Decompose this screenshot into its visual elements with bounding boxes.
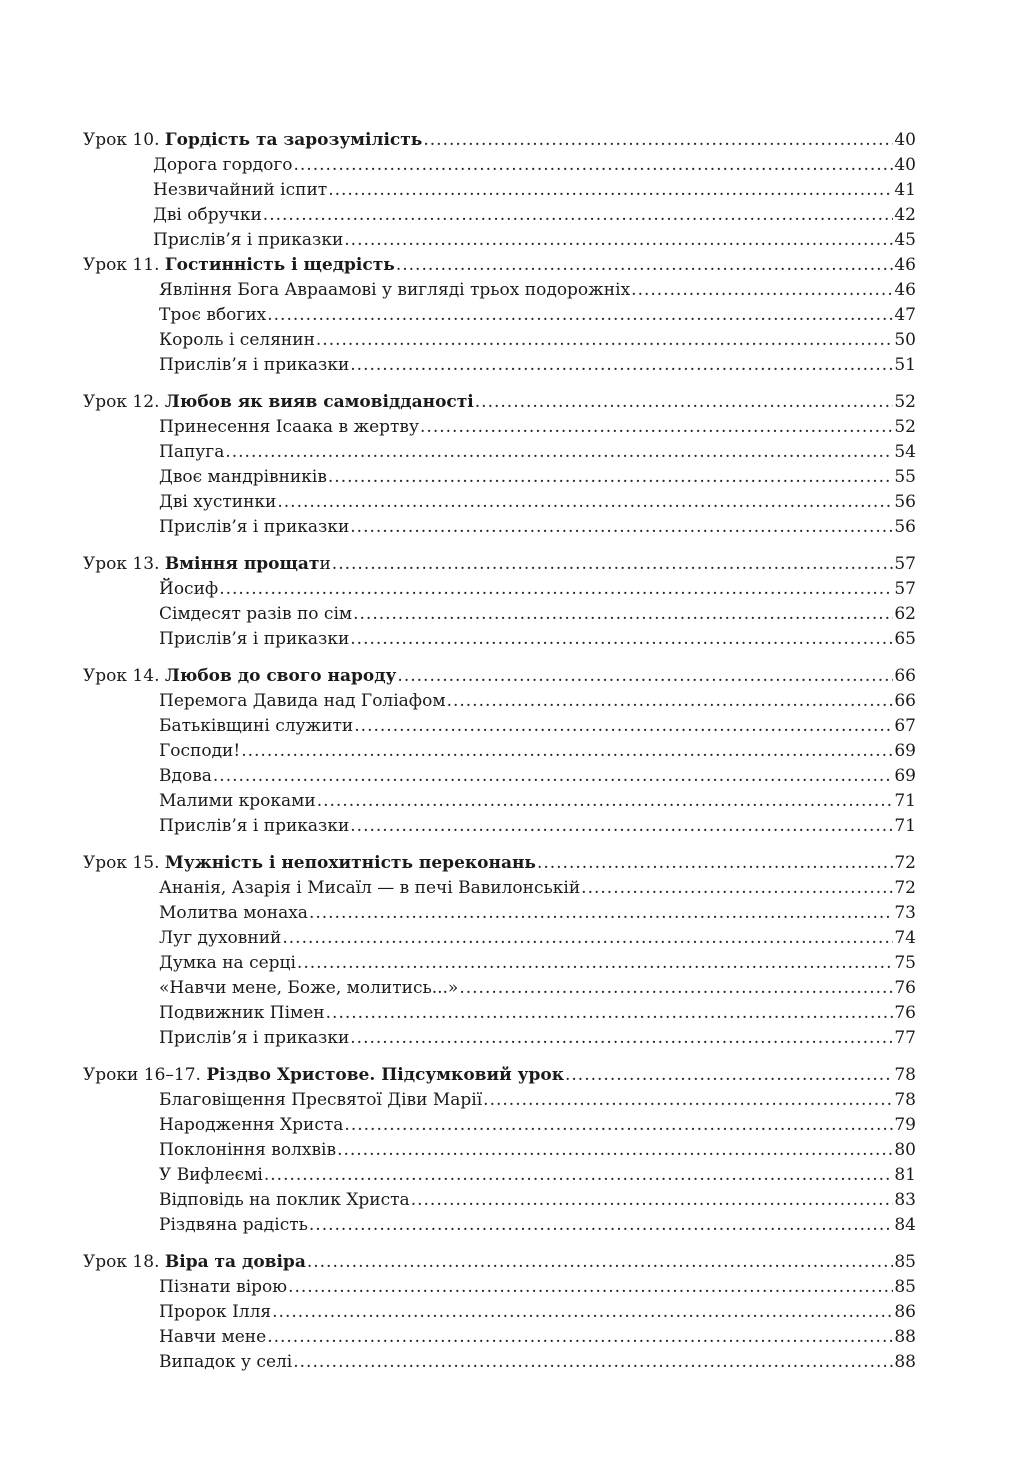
lesson-number: Урок 13.: [83, 554, 165, 574]
lesson-heading[interactable]: [83, 851, 916, 876]
page-number: 69: [894, 766, 916, 786]
entry-title: Навчи мене: [159, 1327, 267, 1347]
toc-entry[interactable]: [83, 278, 916, 303]
lesson-number: Урок 12.: [83, 392, 165, 412]
dot-leader: [307, 1250, 894, 1275]
page-number: 40: [894, 130, 916, 150]
toc-entry[interactable]: [83, 328, 916, 353]
toc-entry[interactable]: [83, 627, 916, 652]
toc-entry[interactable]: [83, 1113, 916, 1138]
dot-leader: [350, 627, 893, 652]
toc-entry[interactable]: [83, 1163, 916, 1188]
entry-title: Випадок у селі: [159, 1352, 293, 1372]
toc-entry[interactable]: [83, 814, 916, 839]
entry-title: Луг духовний: [159, 928, 282, 948]
page-number: 46: [894, 255, 916, 275]
dot-leader: [272, 1300, 893, 1325]
dot-leader: [264, 1163, 894, 1188]
dot-leader: [631, 278, 893, 303]
lesson-heading[interactable]: [83, 253, 916, 278]
entry-title: Прислів’я і приказки: [153, 230, 344, 250]
entry-title: Двоє мандрівників: [159, 467, 327, 487]
dot-leader: [344, 228, 893, 253]
lesson-topic: Гордість та зарозумілість: [164, 130, 423, 150]
entry-title: Перемога Давида над Голіафом: [159, 691, 446, 711]
page-number: 79: [894, 1115, 916, 1135]
toc-entry[interactable]: [83, 976, 916, 1001]
dot-leader: [309, 1213, 893, 1238]
entry-title: Принесення Ісаака в жертву: [159, 417, 420, 437]
table-of-contents: [83, 128, 916, 1375]
page-number: 62: [894, 604, 916, 624]
entry-title: Явління Бога Авраамові у вигляді трьох подорожніх: [159, 280, 631, 300]
dot-leader: [350, 515, 893, 540]
page-number: 54: [894, 442, 916, 462]
toc-entry[interactable]: [83, 577, 916, 602]
dot-leader: [353, 602, 893, 627]
dot-leader: [483, 1088, 893, 1113]
dot-leader: [350, 1026, 893, 1051]
toc-entry[interactable]: [83, 415, 916, 440]
dot-leader: [396, 253, 894, 278]
page-number: 66: [894, 666, 916, 686]
entry-title: Дорога гордого: [153, 155, 293, 175]
dot-leader: [219, 577, 893, 602]
page-number: 52: [894, 417, 916, 437]
page-number: 71: [894, 791, 916, 811]
page-number: 69: [894, 741, 916, 761]
page-number: 55: [894, 467, 916, 487]
page-number: 46: [894, 280, 916, 300]
dot-leader: [447, 689, 894, 714]
entry-title: Поклоніння волхвів: [159, 1140, 337, 1160]
entry-title: Вдова: [159, 766, 212, 786]
page-number: 40: [894, 155, 916, 175]
toc-entry[interactable]: [83, 714, 916, 739]
entry-title: Дві хустинки: [159, 492, 277, 512]
dot-leader: [309, 901, 893, 926]
page-number: 52: [894, 392, 916, 412]
toc-entry[interactable]: [83, 153, 916, 178]
page-number: 57: [894, 554, 916, 574]
entry-title: Подвижник Пімен: [159, 1003, 325, 1023]
page-number: 78: [894, 1065, 916, 1085]
toc-entry[interactable]: [83, 203, 916, 228]
lesson-heading[interactable]: [83, 664, 916, 689]
entry-title: «Навчи мене, Боже, молитись...»: [159, 978, 459, 998]
lesson-heading[interactable]: [83, 1250, 916, 1275]
page-number: 83: [894, 1190, 916, 1210]
toc-entry[interactable]: [83, 178, 916, 203]
entry-title: Прислів’я і приказки: [159, 629, 350, 649]
page-number: 65: [894, 629, 916, 649]
toc-entry[interactable]: [83, 689, 916, 714]
page-number: 66: [894, 691, 916, 711]
toc-entry[interactable]: [83, 440, 916, 465]
dot-leader: [581, 876, 893, 901]
dot-leader: [263, 203, 894, 228]
page-number: 67: [894, 716, 916, 736]
page-number: 56: [894, 492, 916, 512]
lesson-title: [83, 390, 474, 415]
page-number: 85: [894, 1252, 916, 1272]
toc-entry[interactable]: [83, 353, 916, 378]
dot-leader: [350, 353, 893, 378]
toc-entry[interactable]: [83, 602, 916, 627]
page-number: 88: [894, 1352, 916, 1372]
lesson-title: [83, 1063, 564, 1088]
lesson-number: Урок 15.: [83, 853, 165, 873]
toc-entry[interactable]: [83, 764, 916, 789]
dot-leader: [316, 328, 893, 353]
entry-title: Благовіщення Пресвятої Діви Марії: [159, 1090, 483, 1110]
entry-title: Незвичайний іспит: [153, 180, 328, 200]
page-number: 71: [894, 816, 916, 836]
dot-leader: [326, 1001, 894, 1026]
toc-entry[interactable]: [83, 1188, 916, 1213]
dot-leader: [423, 128, 893, 153]
page-number: 77: [894, 1028, 916, 1048]
toc-entry[interactable]: [83, 926, 916, 951]
entry-title: Король і селянин: [159, 330, 315, 350]
toc-entry[interactable]: [83, 901, 916, 926]
dot-leader: [475, 390, 894, 415]
entry-title: Малими кроками: [159, 791, 316, 811]
lesson-title: [83, 253, 395, 278]
entry-title: Дві обручки: [153, 205, 262, 225]
page-number: 47: [894, 305, 916, 325]
toc-entry[interactable]: [83, 1138, 916, 1163]
page-number: 76: [894, 978, 916, 998]
lesson-topic: Гостинність і щедрість: [164, 255, 395, 275]
entry-title: Батьківщині служити: [159, 716, 354, 736]
entry-title: Прислів’я і приказки: [159, 517, 350, 537]
lesson-topic: Любов до свого народу: [164, 666, 397, 686]
toc-entry[interactable]: [83, 1350, 916, 1375]
toc-entry[interactable]: [83, 490, 916, 515]
page-number: 50: [894, 330, 916, 350]
page-number: 78: [894, 1090, 916, 1110]
entry-title: Папуга: [159, 442, 225, 462]
lesson-topic: Любов як вияв самовідданості: [164, 392, 474, 412]
entry-title: Пророк Ілля: [159, 1302, 272, 1322]
entry-title: Відповідь на поклик Христа: [159, 1190, 410, 1210]
entry-title: Думка на серці: [159, 953, 296, 973]
lesson-title: [83, 552, 331, 577]
page-number: 80: [894, 1140, 916, 1160]
entry-title: Прислів’я і приказки: [159, 1028, 350, 1048]
dot-leader: [459, 976, 893, 1001]
lesson-topic: Різдво Христове. Підсумковий урок: [206, 1065, 564, 1085]
page-number: 85: [894, 1277, 916, 1297]
dot-leader: [344, 1113, 893, 1138]
lesson-title: [83, 128, 422, 153]
lesson-title: [83, 851, 536, 876]
entry-title: У Вифлеємі: [159, 1165, 263, 1185]
toc-entry[interactable]: [83, 789, 916, 814]
toc-entry[interactable]: [83, 465, 916, 490]
page-number: 74: [894, 928, 916, 948]
dot-leader: [294, 153, 894, 178]
dot-leader: [317, 789, 894, 814]
dot-leader: [277, 490, 893, 515]
dot-leader: [267, 303, 893, 328]
lesson-number: Урок 10.: [83, 130, 165, 150]
dot-leader: [328, 178, 893, 203]
lesson-heading[interactable]: [83, 552, 916, 577]
page-number: 84: [894, 1215, 916, 1235]
dot-leader: [297, 951, 893, 976]
page-number: 73: [894, 903, 916, 923]
entry-title: Молитва монаха: [159, 903, 308, 923]
entry-title: Прислів’я і приказки: [159, 355, 350, 375]
lesson-number: Урок 14.: [83, 666, 165, 686]
page-number: 75: [894, 953, 916, 973]
toc-entry[interactable]: [83, 1088, 916, 1113]
toc-entry[interactable]: [83, 303, 916, 328]
entry-title: Троє вбогих: [159, 305, 267, 325]
entry-title: Пізнати вірою: [159, 1277, 288, 1297]
page-number: 72: [894, 878, 916, 898]
dot-leader: [288, 1275, 893, 1300]
entry-title: Народження Христа: [159, 1115, 344, 1135]
dot-leader: [241, 739, 893, 764]
dot-leader: [537, 851, 893, 876]
dot-leader: [328, 465, 893, 490]
page-number: 56: [894, 517, 916, 537]
dot-leader: [397, 664, 893, 689]
dot-leader: [267, 1325, 893, 1350]
toc-entry[interactable]: [83, 1213, 916, 1238]
toc-entry[interactable]: [83, 1300, 916, 1325]
lesson-number: Уроки 16–17.: [83, 1065, 207, 1085]
lesson-title: [83, 664, 396, 689]
lesson-heading[interactable]: [83, 1063, 916, 1088]
lesson-topic: Вміння прощат: [164, 554, 320, 574]
entry-title: Йосиф: [159, 579, 219, 599]
entry-title: Ананія, Азарія і Мисаїл — в печі Вавилонській: [159, 878, 581, 898]
dot-leader: [420, 415, 893, 440]
toc-entry[interactable]: [83, 515, 916, 540]
dot-leader: [565, 1063, 893, 1088]
toc-entry[interactable]: [83, 951, 916, 976]
dot-leader: [350, 814, 893, 839]
page-number: 45: [894, 230, 916, 250]
page-number: 86: [894, 1302, 916, 1322]
toc-entry[interactable]: [83, 876, 916, 901]
dot-leader: [411, 1188, 894, 1213]
lesson-number: Урок 11.: [83, 255, 165, 275]
dot-leader: [293, 1350, 893, 1375]
dot-leader: [225, 440, 893, 465]
entry-title: Різдвяна радість: [159, 1215, 308, 1235]
dot-leader: [337, 1138, 893, 1163]
toc-entry[interactable]: [83, 228, 916, 253]
toc-entry[interactable]: [83, 739, 916, 764]
page-number: 72: [894, 853, 916, 873]
page-number: 81: [894, 1165, 916, 1185]
dot-leader: [213, 764, 893, 789]
page-number: 41: [894, 180, 916, 200]
entry-title: Прислів’я і приказки: [159, 816, 350, 836]
dot-leader: [354, 714, 893, 739]
entry-title: Сімдесят разів по сім: [159, 604, 353, 624]
toc-entry[interactable]: [83, 1026, 916, 1051]
page-number: 42: [894, 205, 916, 225]
page-number: 51: [894, 355, 916, 375]
lesson-title: [83, 1250, 306, 1275]
entry-title: Господи!: [159, 741, 241, 761]
lesson-heading[interactable]: [83, 390, 916, 415]
lesson-heading[interactable]: [83, 128, 916, 153]
lesson-number: Урок 18.: [83, 1252, 165, 1272]
toc-entry[interactable]: [83, 1275, 916, 1300]
dot-leader: [282, 926, 893, 951]
toc-entry[interactable]: [83, 1325, 916, 1350]
lesson-topic: Віра та довіра: [164, 1252, 306, 1272]
toc-entry[interactable]: [83, 1001, 916, 1026]
page-number: 57: [894, 579, 916, 599]
page-number: 88: [894, 1327, 916, 1347]
dot-leader: [332, 552, 894, 577]
lesson-suffix: и: [319, 554, 331, 574]
page-number: 76: [894, 1003, 916, 1023]
lesson-topic: Мужність і непохитність переконань: [164, 853, 536, 873]
